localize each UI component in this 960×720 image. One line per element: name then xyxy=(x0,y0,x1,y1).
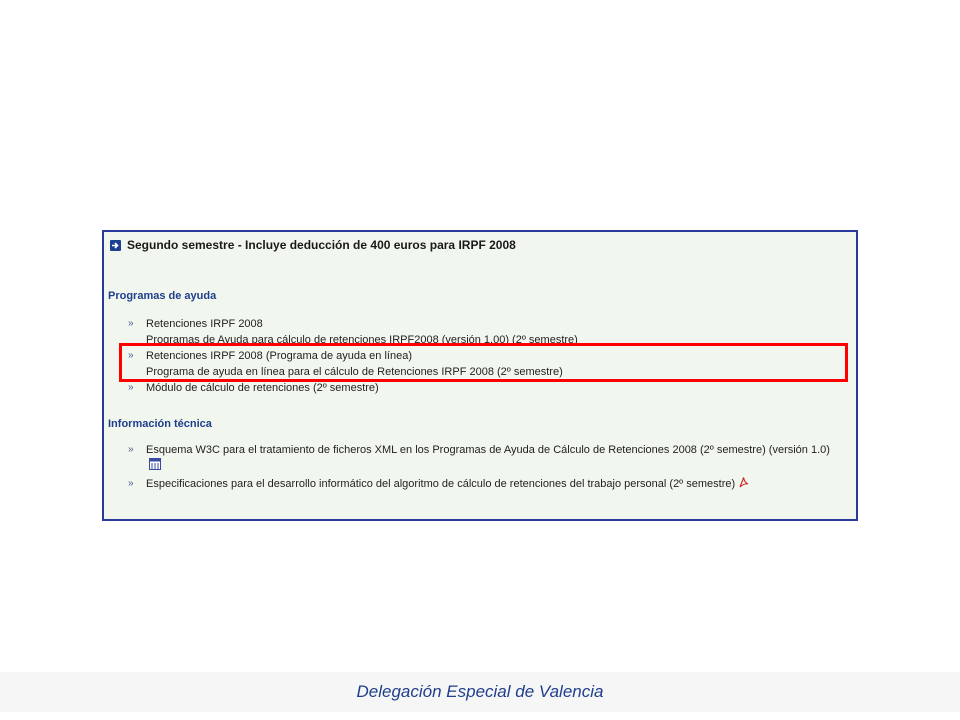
item-description: Programa de ayuda en línea para el cálculo de Retenciones IRPF 2008 (2º semestre) xyxy=(146,366,563,378)
slide-footer xyxy=(0,672,960,712)
panel-heading-text: Segundo semestre - Incluye deducción de 400 euros para IRPF 2008 xyxy=(127,238,516,252)
list-item-especificaciones[interactable] xyxy=(128,476,832,492)
bullet-icon: » xyxy=(128,318,134,329)
link-especificaciones[interactable]: Especificaciones para el desarrollo informático del algoritmo de cálculo de retenciones del trabajo personal (2º semestre) xyxy=(146,478,736,490)
list-item-retenciones[interactable] xyxy=(128,316,832,348)
panel-heading xyxy=(110,237,516,253)
section-title-informacion-tecnica: Información técnica xyxy=(108,418,212,430)
bullet-icon: » xyxy=(128,350,134,361)
pdf-icon[interactable] xyxy=(738,476,749,488)
section-title-programas: Programas de ayuda xyxy=(108,290,217,302)
bullet-icon: » xyxy=(128,382,134,393)
bullet-icon: » xyxy=(128,478,134,489)
arrow-right-icon xyxy=(110,240,121,251)
list-item-modulo-calculo[interactable] xyxy=(128,380,832,396)
item-description: Programas de Ayuda para cálculo de retenciones IRPF2008 (versión 1.00) (2º semestre) xyxy=(146,334,578,346)
list-item-retenciones-en-linea[interactable] xyxy=(128,348,832,380)
xml-schema-icon[interactable] xyxy=(149,458,161,470)
bullet-icon: » xyxy=(128,444,134,455)
link-esquema-w3c[interactable]: Esquema W3C para el tratamiento de ficheros XML en los Programas de Ayuda de Cálculo de Retenciones 2008 (2º semestre) (versión 1.0) xyxy=(146,444,830,456)
list-item-esquema-w3c[interactable] xyxy=(128,442,832,474)
link-retenciones-en-linea[interactable]: Retenciones IRPF 2008 (Programa de ayuda en línea) xyxy=(146,350,412,362)
footer-text: Delegación Especial de Valencia xyxy=(356,682,604,701)
retenciones-panel xyxy=(102,230,858,521)
link-retenciones-irpf-2008[interactable]: Retenciones IRPF 2008 xyxy=(146,318,263,330)
link-modulo-calculo[interactable]: Módulo de cálculo de retenciones (2º semestre) xyxy=(146,382,379,394)
